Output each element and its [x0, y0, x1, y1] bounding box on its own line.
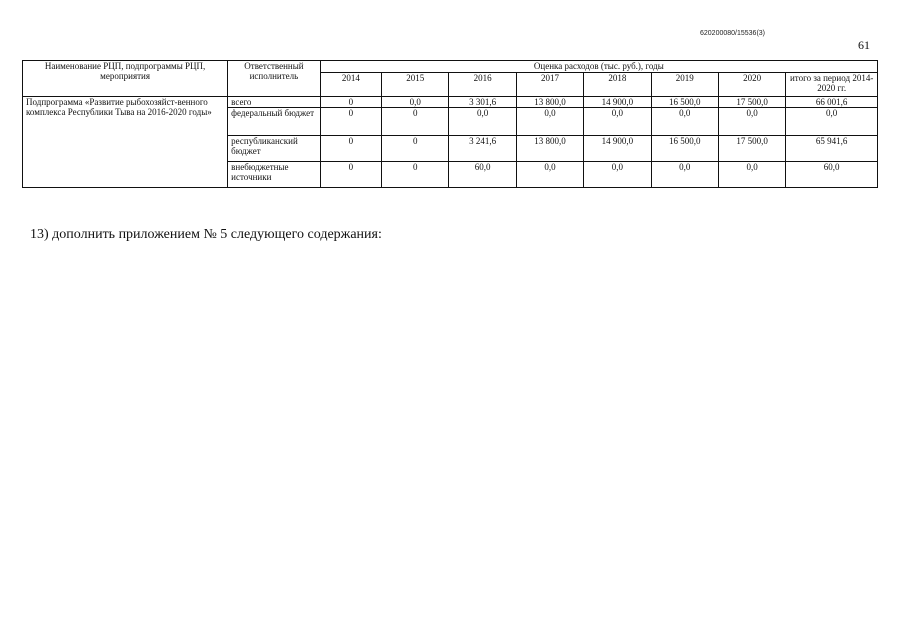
value-cell: 0 — [382, 162, 449, 188]
value-cell: 60,0 — [449, 162, 516, 188]
value-cell: 14 900,0 — [584, 136, 651, 162]
value-cell: 13 800,0 — [516, 97, 583, 108]
value-cell: 0 — [320, 162, 381, 188]
value-cell: 14 900,0 — [584, 97, 651, 108]
value-cell: 0 — [320, 108, 381, 136]
total-header: итого за период 2014-2020 гг. — [786, 73, 878, 97]
table-header-row — [23, 61, 878, 73]
total-cell: 0,0 — [786, 108, 878, 136]
value-cell: 0 — [382, 108, 449, 136]
value-cell: 0 — [320, 97, 381, 108]
header-name-column: Наименование РЦП, подпрограммы РЦП, мероприятия — [23, 61, 228, 97]
value-cell: 17 500,0 — [718, 97, 785, 108]
page-number: 61 — [858, 38, 870, 52]
value-cell: 16 500,0 — [651, 136, 718, 162]
header-cost-group: Оценка расходов (тыс. руб.), годы — [320, 61, 877, 73]
value-cell: 0,0 — [516, 162, 583, 188]
program-name: Подпрограмма «Развитие рыбохозяйст-венного комплекса Республики Тыва на 2016-2020 годы» — [23, 97, 228, 188]
year-header: 2018 — [584, 73, 651, 97]
total-cell: 60,0 — [786, 162, 878, 188]
executor-cell: всего — [228, 97, 321, 108]
value-cell: 0,0 — [584, 162, 651, 188]
value-cell: 0,0 — [651, 162, 718, 188]
instruction-text: 13) дополнить приложением № 5 следующего содержания: — [30, 227, 382, 242]
value-cell: 13 800,0 — [516, 136, 583, 162]
total-cell: 65 941,6 — [786, 136, 878, 162]
executor-cell: республиканский бюджет — [228, 136, 321, 162]
value-cell: 17 500,0 — [718, 136, 785, 162]
value-cell: 0,0 — [718, 108, 785, 136]
value-cell: 3 241,6 — [449, 136, 516, 162]
budget-table — [22, 60, 878, 188]
year-header: 2017 — [516, 73, 583, 97]
year-header: 2014 — [320, 73, 381, 97]
value-cell: 0 — [320, 136, 381, 162]
value-cell: 0,0 — [516, 108, 583, 136]
total-cell: 66 001,6 — [786, 97, 878, 108]
value-cell: 0,0 — [718, 162, 785, 188]
value-cell: 0,0 — [449, 108, 516, 136]
value-cell: 0 — [382, 136, 449, 162]
executor-cell: федеральный бюджет — [228, 108, 321, 136]
year-header: 2020 — [718, 73, 785, 97]
value-cell: 0,0 — [651, 108, 718, 136]
value-cell: 3 301,6 — [449, 97, 516, 108]
document-id: 620200080/15536(3) — [700, 30, 766, 37]
header-executor-column: Ответственный исполнитель — [228, 61, 321, 97]
year-header: 2016 — [449, 73, 516, 97]
year-header: 2015 — [382, 73, 449, 97]
value-cell: 0,0 — [584, 108, 651, 136]
table-row — [23, 97, 878, 108]
value-cell: 16 500,0 — [651, 97, 718, 108]
year-header: 2019 — [651, 73, 718, 97]
executor-cell: внебюджетные источники — [228, 162, 321, 188]
value-cell: 0,0 — [382, 97, 449, 108]
